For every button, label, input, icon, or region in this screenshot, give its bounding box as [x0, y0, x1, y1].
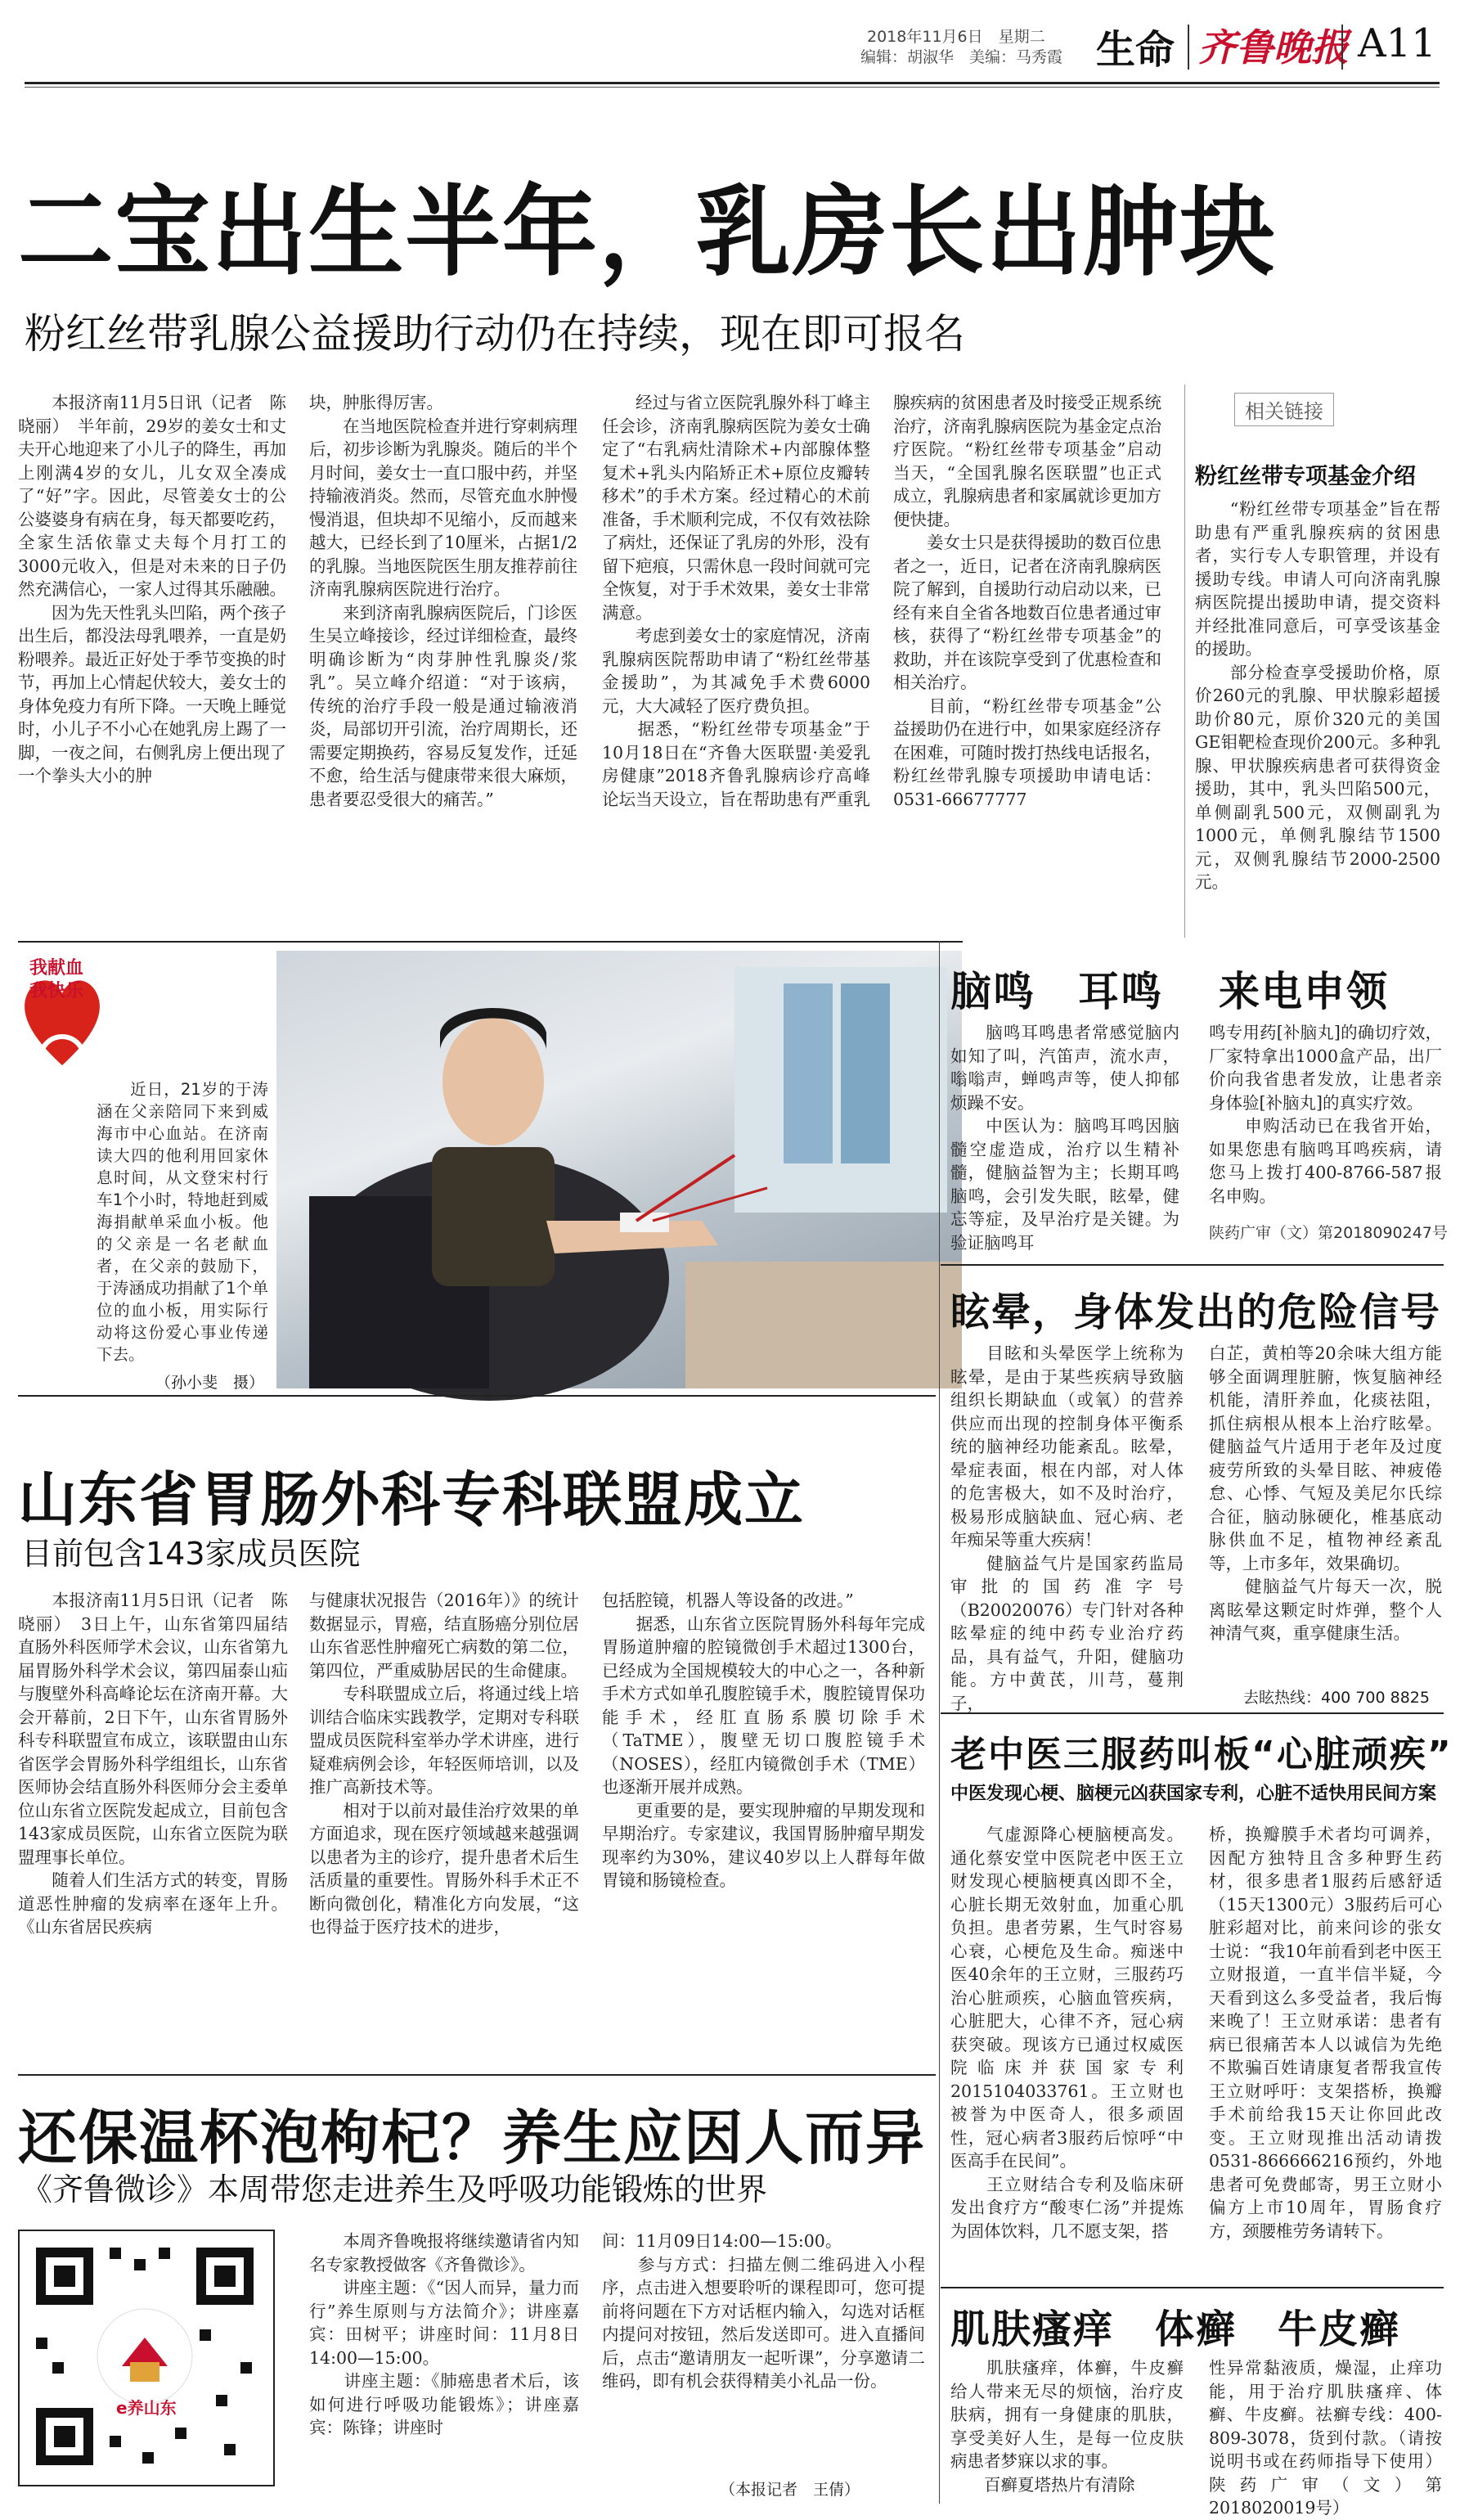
tea-credit: （本报记者 王倩）: [720, 2481, 860, 2499]
skin-column-2: 性异常黏液质，燥湿，止痒功能，用于治疗肌肤瘙痒、体癣、牛皮癣。祛癣专线：400-809-3078，货到付款。（请按说明书或在药师指导下使用）陕药广审（文）第2018020019号）: [1209, 2358, 1442, 2518]
qr-code[interactable]: [18, 2230, 275, 2486]
tea-subheadline: 《齐鲁微诊》本周带您走进养生及呼吸功能锻炼的世界: [21, 2171, 768, 2207]
tea-headline: 还保温杯泡枸杞？养生应因人而异: [18, 2104, 927, 2172]
tcm-subtitle: 中医发现心梗、脑梗元凶获国家专利，心脏不适快用民间方案: [950, 1784, 1437, 1804]
header-divider-2: [1341, 25, 1343, 70]
lead-column-2: 块，肿胀得厉害。 在当地医院检查并进行穿刺病理后，初步诊断为乳腺炎。随后的半个月时间，姜女士一直口服中药，并坚持输液消炎。然而，尽管充血水肿慢慢消退，但块却不见缩小，反而越来越大，已经长到了10厘米，占据1/2的乳腺。当地医院医生朋友推荐前往济南乳腺病医院进行治疗。 来到济南乳腺病医院后，门诊医生吴立峰接诊，经过详细检查，最终明确诊断为“肉芽肿性乳腺炎/浆乳”。吴立峰介绍道：“对于该病，传统的治疗手段一般是通过输液消炎，局部切开引流，治疗周期长，还需要定期换药，容易反复发作，迁延不愈，给生活与健康带来很大麻烦，患者要忍受很大的痛苦。”: [309, 393, 577, 809]
related-link-box: [1184, 385, 1445, 938]
donor-photo-illustration: [276, 951, 962, 1388]
tcm-title: 老中医三服药叫板“心脏顽疾”: [950, 1734, 1453, 1775]
tea-column-1: 本周齐鲁晚报将继续邀请省内知名专家教授做客《齐鲁微诊》。 讲座主题：《“因人而异，量力而行”养生原则与方法简介》；讲座嘉宾：田树平；讲座时间：11月8日14:00—15:00。 讲座主题：《肺癌患者术后，该如何进行呼吸功能锻炼》；讲座嘉宾：陈锋；讲座时: [309, 2231, 579, 2437]
lead-headline: 二宝出生半年，乳房长出肿块: [18, 176, 1277, 290]
skin-title: 肌肤瘙痒 体癣 牛皮癣: [950, 2306, 1401, 2352]
right-column-divider: [939, 941, 940, 2504]
lead-column-3: 经过与省立医院乳腺外科丁峰主任会诊，济南乳腺病医院为姜女士确定了“右乳病灶清除术+内部腺体整复术+乳头内陷矫正术+原位皮瓣转移术”的手术方案。经过精心的术前准备，手术顺利完成，不仅有效祛除了病灶，还保证了乳房的外形，没有留下疤痕，只需休息一段时间就可完全恢复，对于手术效果，姜女士非常满意。 考虑到姜女士的家庭情况，济南乳腺病医院帮助申请了“粉红丝带基金援助”，为其减免手术费6000元，大大减轻了医疗费负担。 据悉，“粉红丝带专项基金”于10月18日在“齐鲁大医联盟·美爱乳房健康”2018齐鲁乳腺病诊疗高峰论坛当天设立，旨在帮助患有严重乳: [602, 393, 870, 809]
donation-caption: 近日，21岁的于涛涵在父亲陪同下来到威海市中心血站。在济南读大四的他利用回家休息时间，从文登宋村行车1个小时，特地赶到威海捐献单采血小板。他的父亲是一名老献血者，在父亲的鼓励下，于涛涵成功捐献了1个单位的血小板，用实际行动将这份爱心事业传递下去。: [97, 1080, 268, 1364]
naoming-title: 脑鸣 耳鸣: [950, 968, 1163, 1015]
related-link-label: 相关链接: [1234, 393, 1334, 426]
gastro-column-3: 包括腔镜，机器人等设备的改进。” 据悉，山东省立医院胃肠外科每年完成胃肠道肿瘤的腔镜微创手术超过1300台，已经成为全国规模较大的中心之一，各种新手术方式如单孔腹腔镜手术，腹腔镜胃保功能手术，经肛直肠系膜切除手术（TaTME），腹壁无切口腹腔镜手术（NOSES），经肛内镜微创手术（TME）也逐渐开展并成熟。 更重要的是，要实现肿瘤的早期发现和早期治疗。专家建议，我国胃肠肿瘤早期发现率约为30%，建议40岁以上人群每年做胃镜和肠镜检查。: [602, 1591, 925, 1890]
dizzy-column-2: 白芷，黄柏等20余味大组方能够全面调理脏腑，恢复脑神经机能，清肝养血，化痰祛阻，抓住病根从根本上治疗眩晕。健脑益气片适用于老年及过度疲劳所致的头晕目眩、神疲倦怠、心悸、气短及美尼尔氏综合征，脑动脉硬化，椎基底动脉供血不足，植物神经紊乱等，上市多年，效果确切。 健脑益气片每天一次，脱离眩晕这颗定时炸弹，整个人神清气爽，重享健康生活。: [1209, 1343, 1442, 1643]
gastro-column-1: 本报济南11月5日讯（记者 陈晓丽） 3日上午，山东省第四届结直肠外科医师学术会议，山东省第九届胃肠外科学术会议，第四届泰山疝与腹壁外科高峰论坛在济南开幕。大会开幕前，2日下午，山东省胃肠外科专科联盟宣布成立，该联盟由山东省医学会胃肠外科学组组长，山东省医师协会结直肠外科医师分会主委单位山东省立医院发起成立，目前包含143家成员医院，山东省立医院为联盟理事长单位。 随着人们生活方式的转变，胃肠道恶性肿瘤的发病率在逐年上升。《山东省居民疾病: [18, 1591, 288, 1937]
section-title: 生命: [1096, 27, 1175, 73]
gastro-column-2: 与健康状况报告（2016年）》的统计数据显示，胃癌，结直肠癌分别位居山东省恶性肿瘤死亡病数的第二位，第四位，严重威胁居民的生命健康。 专科联盟成立后，将通过线上培训结合临床实践教学，定期对专科联盟成员医院科室举办学术讲座，进行疑难病例会诊，年轻医师培训，以及推广高新技术等。 相对于以前对最佳治疗效果的单方面追求，现在医疗领域越来越强调以患者为主的诊疗，提升患者术后生活质量的重要性。胃肠外科手术正不断向微创化，精准化方向发展，“这也得益于医疗技术的进步，: [309, 1591, 579, 1937]
tcm-column-1: 气虚源降心梗脑梗高发。通化蔡安堂中医院老中医王立财发现心梗脑梗真凶即不全，心脏长期无效射血，加重心肌负担。患者劳累，生气时容易心衰，心梗危及生命。痴迷中医40余年的王立财，三服药巧治心脏顽疾，心脑血管疾病，心脏肥大，心律不齐，冠心病获突破。现该方已通过权威医院临床并获国家专利2015104033761。王立财也被誉为中医奇人，很多顽固性，冠心病者3服药后惊呼“中医高手在民间”。 王立财结合专利及临床研发出食疗方“酸枣仁汤”并提炼为固体饮料，几不愿支架，搭: [950, 1825, 1184, 2241]
lead-subheadline: 粉红丝带乳腺公益援助行动仍在持续，现在即可报名: [25, 310, 965, 358]
dizzy-bottom-rule: [941, 1712, 1444, 1714]
gastro-top-rule: [18, 1395, 936, 1397]
donation-credit: （孙小斐 摄）: [155, 1374, 265, 1392]
gastro-headline: 山东省胃肠外科专科联盟成立: [18, 1465, 806, 1534]
header-divider: [1188, 25, 1189, 70]
donation-badge-line2: 我快乐: [29, 981, 84, 1001]
naoming-approval: 陕药广审（文）第2018090247号: [1209, 1224, 1448, 1242]
donation-photo: [276, 951, 962, 1388]
donation-badge: [18, 951, 106, 1073]
dizzy-title: 眩晕，身体发出的危险信号: [950, 1289, 1442, 1335]
header-rule-2: [25, 87, 1440, 88]
page-number: A11: [1358, 20, 1436, 66]
qr-code-icon: [20, 2231, 270, 2482]
qr-label: e养山东: [116, 2398, 177, 2418]
skin-column-1: 肌肤瘙痒，体癣，牛皮癣给人带来无尽的烦恼，治疗皮肤病，拥有一身健康的肌肤，享受美好人生，是每一位皮肤病患者梦寐以求的事。 百癣夏塔热片有清除: [950, 2358, 1184, 2495]
related-link-title: 粉红丝带专项基金介绍: [1195, 464, 1416, 489]
related-link-body: “粉红丝带专项基金”旨在帮助患有严重乳腺疾病的贫困患者，实行专人专职管理，并设有援助专线。申请人可向济南乳腺病医院提出援助申请，提交资料并经批准同意后，可享受该基金的援助。 部分检查享受援助价格，原价260元的乳腺、甲状腺彩超援助价80元，原价320元的美国GE钼靶检查现价200元。多种乳腺、甲状腺疾病患者可获得资金援助，其中，乳头凹陷500元，单侧副乳500元，双侧副乳为1000元，单侧乳腺结节1500元，双侧乳腺结节2000-2500元。: [1195, 499, 1440, 892]
naoming-title-2: 来电申领: [1219, 968, 1389, 1015]
dizzy-phone: 去眩热线：400 700 8825: [1243, 1689, 1430, 1707]
lead-column-1: 本报济南11月5日讯（记者 陈晓丽） 半年前，29岁的姜女士和丈夫开心地迎来了小儿子的降生，再加上刚满4岁的女儿，儿女双全凑成了“好”字。因此，尽管姜女士的公公婆婆身有病在身，每天都要吃药，全家生活依靠丈夫每个月打工的3000元收入，但是对未来的日子仍然充满信心，一家人过得其乐融融。 因为先天性乳头凹陷，两个孩子出生后，都没法母乳喂养，一直是奶粉喂养。最近正好处于季节变换的时节，再加上心情起伏较大，姜女士的身体免疫力有所下降。一天晚上睡觉时，小儿子不小心在她乳房上踢了一脚，一夜之间，右侧乳房上便出现了一个拳头大小的肿: [18, 393, 286, 785]
tcm-bottom-rule: [941, 2287, 1444, 2288]
tea-top-rule: [18, 2074, 936, 2076]
lead-column-4: 腺疾病的贫困患者及时接受正规系统治疗，济南乳腺病医院为基金定点治疗医院。“粉红丝带专项基金”启动当天，“全国乳腺名医联盟”也正式成立，乳腺病患者和家属就诊更加方便快捷。 姜女士只是获得援助的数百位患者之一，近日，记者在济南乳腺病医院了解到，自援助行动启动以来，已经有来自全省各地数百位患者通过审核，获得了“粉红丝带专项基金”的救助，并在该院享受到了优惠检查和相关治疗。 目前，“粉红丝带专项基金”公益援助仍在进行中，如果家庭经济存在困难，可随时拨打热线电话报名，粉红丝带乳腺专项援助申请电话：0531-66677777: [893, 393, 1161, 809]
header-rule: [25, 82, 1440, 84]
tcm-column-2: 桥，换瓣膜手术者均可调养，因配方独特且含多种野生药材，很多患者1服药后感舒适（15天1300元）3服药后可心脏彩超对比，前来问诊的张女士说：“我10年前看到老中医王立财报道，一直半信半疑，今天看到这么多受益者，我后悔来晚了！王立财承诺：患者有病已很痛苦本人以诚信为先绝不欺骗百姓请康复者帮我宣传王立财呼吁：支架搭桥，换瓣手术前给我15天让你回此改变。王立财现推出活动请拨0531-866666216预约，外地患者可免费邮寄，男王立财小偏方上市10周年，胃肠食疗方，颈腰椎劳务请转下。: [1209, 1825, 1442, 2241]
brand-logo: 齐鲁晚报: [1198, 25, 1349, 70]
donation-badge-line1: 我献血: [29, 958, 84, 979]
tea-column-2: 间：11月09日14:00—15:00。 参与方式：扫描左侧二维码进入小程序，点击进入想要聆听的课程即可，您可提前将问题在下方对话框内输入，勾选对话框内提问对按钮，然后发送即可。进入直播间后，点击“邀请朋友一起听课”，分享邀请二维码，即有机会获得精美小礼品一份。: [602, 2231, 925, 2391]
naoming-bottom-rule: [941, 1264, 1444, 1266]
naoming-column-1: 脑鸣耳鸣患者常感觉脑内如知了叫，汽笛声，流水声，嗡嗡声，蝉鸣声等，使人抑郁烦躁不安。 中医认为：脑鸣耳鸣因脑髓空虚造成，治疗以生精补髓，健脑益智为主；长期耳鸣脑鸣，会引发失眠，眩晕，健忘等症，及早治疗是关键。为验证脑鸣耳: [950, 1023, 1179, 1253]
header-date: 2018年11月6日 星期二: [867, 28, 1045, 46]
naoming-column-2: 鸣专用药[补脑丸]的确切疗效，厂家特拿出1000盒产品，出厂价向我省患者发放，让患者亲身体验[补脑丸]的真实疗效。 申购活动已在我省开始，如果您患有脑鸣耳鸣疾病，请您马上拨打400-8766-587报名申购。: [1209, 1023, 1442, 1206]
dizzy-column-1: 目眩和头晕医学上统称为眩晕，是由于某些疾病导致脑组织长期缺血（或氧）的营养供应而出现的控制身体平衡系统的脑神经功能紊乱。眩晕，晕症表面，根在内部，对人体的危害极大，如不及时治疗，极易形成脑缺血、冠心病、老年痴呆等重大疾病！ 健脑益气片是国家药监局审批的国药准字号（B20020076）专门针对各种眩晕症的纯中药专业治疗药品，具有益气，升阳，健脑功能。方中黄芪，川芎，蔓荆子，: [950, 1343, 1184, 1713]
header-editors: 编辑：胡淑华 美编：马秀霞: [860, 48, 1063, 66]
lead-bottom-rule: [18, 941, 963, 943]
gastro-subheadline: 目前包含143家成员医院: [21, 1536, 361, 1572]
